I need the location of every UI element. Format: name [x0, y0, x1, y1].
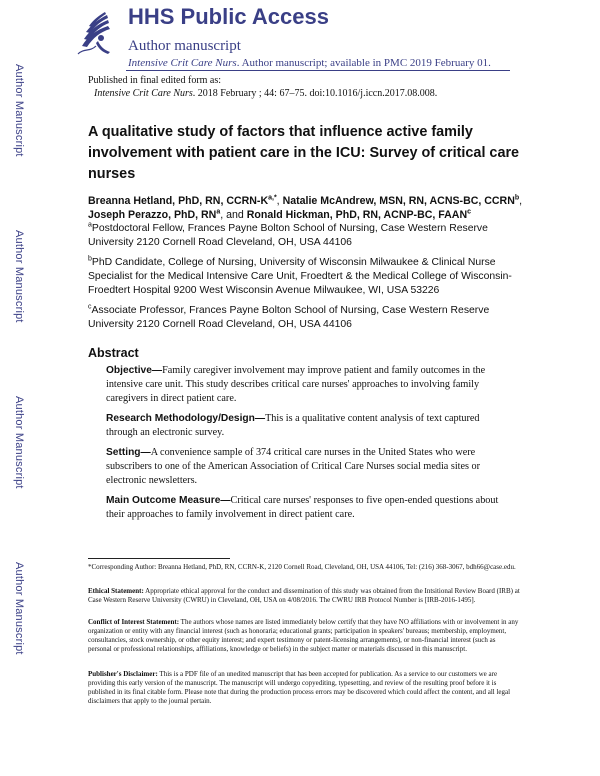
footnote-text: *Corresponding Author: Breanna Hetland, PhD, RN, CCRN-K, 2120 Cornell Road, Cleveland, OH, USA 44106, Tel: (216) 368-3067, bdh66@case.edu. — [88, 563, 516, 571]
affiliation-a — [88, 222, 528, 250]
author-name: Ronald Hickman, PhD, RN, ACNP-BC, FAAN — [246, 209, 468, 221]
author-sep: , — [276, 195, 283, 207]
author-sup: c — [467, 208, 471, 216]
affiliation-text: PhD Candidate, College of Nursing, University of Wisconsin Milwaukee & Clinical Nurse Specialist for the Medical Intensive Care Unit, Froedtert & the Medical College of Wisconsin-Froedtert Hospital 9200 West Wisconsin Avenue Milwaukee, WI, USA 53226 — [88, 257, 512, 296]
footnote-label: Conflict of Interest Statement: — [88, 618, 180, 626]
author-sup: b — [514, 194, 520, 202]
abstract-label: Main Outcome Measure— — [106, 495, 231, 506]
footnote-publisher-disclaimer — [88, 670, 520, 706]
author-name: Breanna Hetland, PhD, RN, CCRN-K — [88, 195, 269, 207]
footnote-conflict-of-interest — [88, 618, 520, 654]
affiliation-text: Postdoctoral Fellow, Frances Payne Bolton School of Nursing, Case Western Reserve University 2120 Cornell Road Cleveland, OH, USA 44106 — [88, 223, 488, 248]
footnote-label: Ethical Statement: — [88, 587, 144, 595]
abstract-text: Critical care nurses' responses to five open-ended questions about their approaches to family involvement in direct patient care. — [106, 495, 499, 520]
abstract-methodology — [106, 412, 506, 440]
abstract-label: Research Methodology/Design— — [106, 413, 266, 424]
journal-availability — [128, 57, 491, 69]
affiliation-text: Associate Professor, Frances Payne Bolton School of Nursing, Case Western Reserve University 2120 Cornell Road Cleveland, OH, USA 44106 — [88, 305, 490, 330]
hhs-title: HHS Public Access — [128, 4, 329, 29]
article-title: A qualitative study of factors that influence active family involvement with patient care in the ICU: Survey of critical care nurses — [88, 124, 520, 182]
abstract-label: Objective— — [106, 365, 163, 376]
author-manuscript-subtitle: Author manuscript — [128, 38, 241, 54]
footnote-label: Publisher's Disclaimer: — [88, 670, 158, 678]
publication-info — [88, 74, 437, 100]
author-name: Natalie McAndrew, MSN, RN, ACNS-BC, CCRN — [282, 195, 515, 207]
journal-availability-text: . Author manuscript; available in PMC 2019 February 01. — [236, 57, 491, 69]
author-sup: a,* — [268, 194, 277, 202]
author-list — [88, 194, 528, 222]
footnote-corresponding-author — [88, 563, 520, 572]
hhs-eagle-logo-icon — [74, 8, 118, 58]
citation — [88, 87, 437, 100]
journal-name: Intensive Crit Care Nurs — [128, 57, 237, 69]
side-label-4: Author Manuscript — [13, 562, 25, 655]
citation-details: . 2018 February ; 44: 67–75. doi:10.1016/j.iccn.2017.08.008. — [192, 88, 438, 99]
side-label-1: Author Manuscript — [13, 64, 25, 157]
affiliation-sup: c — [88, 303, 92, 311]
author-sep: , — [519, 195, 523, 207]
footnote-ethical-statement — [88, 587, 520, 605]
published-as-label: Published in final edited form as: — [88, 75, 222, 86]
footnote-text: Appropriate ethical approval for the conduct and dissemination of this study was obtained from the Intsitional Review Board (IRB) at Case Western Reserve University (CWRU) in Cleveland, OH, USA on 4/08/2016. The CWRU IRB Protocol Number is [IRB-2016-1495]. — [88, 587, 520, 604]
abstract-text: This is a qualitative content analysis of text captured through an electronic survey. — [106, 413, 480, 438]
affiliation-sup: b — [88, 255, 92, 263]
affiliation-b — [88, 256, 528, 298]
citation-journal: Intensive Crit Care Nurs — [94, 88, 193, 99]
abstract-text: Family caregiver involvement may improve patient and family outcomes in the intensive care unit. This study describes critical care nurses' approaches to involving family caregivers in direct patient care. — [106, 365, 486, 404]
affiliation-sup: a — [88, 221, 92, 229]
abstract-text: A convenience sample of 374 critical care nurses in the United States who were subscribers to one of the American Association of Critical Care Nurses social media sites or electronic newsletters. — [106, 447, 481, 486]
abstract-heading: Abstract — [88, 346, 139, 360]
author-sep: , and — [220, 209, 247, 221]
abstract-setting — [106, 446, 506, 488]
affiliation-c — [88, 304, 528, 332]
footnote-text: The authors whose names are listed immediately below certify that they have NO affiliations with or involvement in any organization or entity with any financial interest (such as honoraria; educational grants; participation in speakers' bureaus; membership, employment, consultancies, stock ownership, or other equity interest; and expert testimony or patent-licensing arrangements), or non-financial interest (such as personal or professional relationships, affiliations, knowledge or beliefs) in the subject matter or materials discussed in this manuscript. — [88, 618, 519, 653]
abstract-outcome — [106, 494, 506, 522]
author-name: Joseph Perazzo, PhD, RN — [88, 209, 217, 221]
abstract-objective — [106, 364, 506, 406]
abstract-label: Setting— — [106, 447, 151, 458]
footnote-text: This is a PDF file of an unedited manuscript that has been accepted for publication. As a service to our customers we are providing this early version of the manuscript. The manuscript will undergo copyediting, typesetting, and review of the resulting proof before it is published in its final citable form. Please note that during the production process errors may be discovered which could affect the content, and all legal disclaimers that apply to the journal pertain. — [88, 670, 511, 705]
header-rule — [126, 70, 510, 71]
side-label-2: Author Manuscript — [13, 230, 25, 323]
author-sup: a — [216, 208, 221, 216]
footnote-rule — [88, 558, 230, 559]
side-label-3: Author Manuscript — [13, 396, 25, 489]
